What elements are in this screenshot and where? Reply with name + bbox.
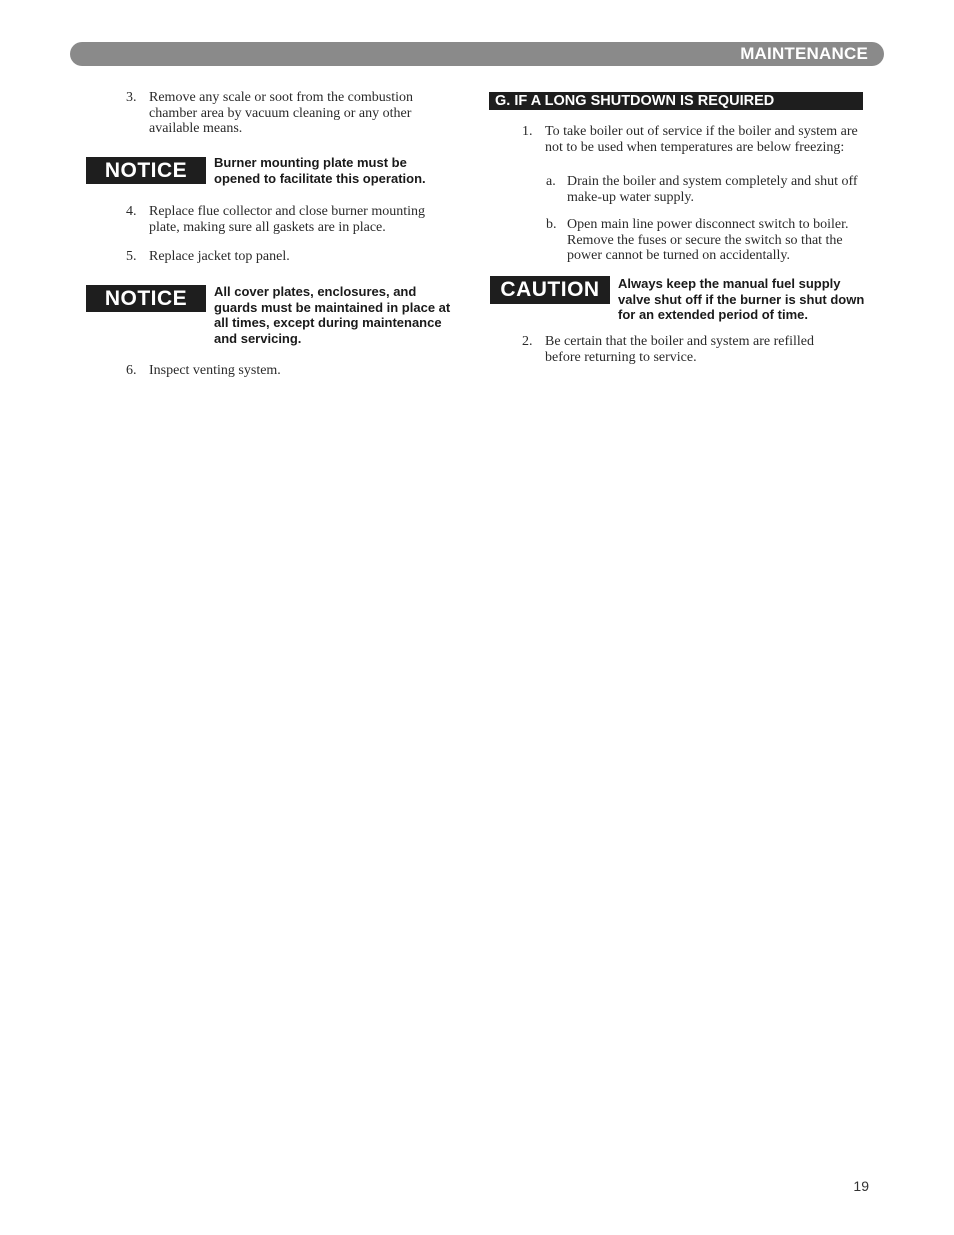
list-number: 1.: [522, 124, 533, 139]
section-heading: G. IF A LONG SHUTDOWN IS REQUIRED: [489, 92, 863, 110]
list-number: 6.: [126, 363, 137, 378]
caution-label: CAUTION: [490, 276, 610, 304]
list-number: 4.: [126, 204, 137, 219]
list-text: Drain the boiler and system completely and shut off make-up water supply.: [567, 174, 858, 205]
caution-text: Always keep the manual fuel supply valve shut off if the burner is shut down for an extended period of time.: [618, 276, 865, 322]
section-title: MAINTENANCE: [740, 44, 868, 63]
notice-text: All cover plates, enclosures, and guards must be maintained in place at all times, except during maintenance and servicing.: [214, 284, 451, 346]
list-number: 5.: [126, 249, 137, 264]
notice-text: Burner mounting plate must be opened to facilitate this operation.: [214, 155, 426, 186]
list-letter: a.: [546, 174, 556, 189]
list-text: Be certain that the boiler and system are refilled before returning to service.: [545, 334, 815, 365]
list-letter: b.: [546, 217, 557, 232]
list-text: To take boiler out of service if the boiler and system are not to be used when temperatures are below freezing:: [545, 124, 858, 155]
notice-label: NOTICE: [86, 285, 206, 312]
list-number: 3.: [126, 90, 137, 105]
list-text: Replace jacket top panel.: [149, 249, 290, 264]
page-number: 19: [853, 1178, 869, 1194]
notice-label: NOTICE: [86, 157, 206, 184]
list-text: Replace flue collector and close burner mounting plate, making sure all gaskets are in place.: [149, 204, 426, 235]
list-text: Open main line power disconnect switch to boiler. Remove the fuses or secure the switch so that the power cannot be turned on accidentally.: [567, 217, 849, 264]
list-number: 2.: [522, 334, 533, 349]
list-text: Inspect venting system.: [149, 363, 281, 378]
list-text: Remove any scale or soot from the combustion chamber area by vacuum cleaning or any other available means.: [149, 90, 413, 137]
section-header-bar: [70, 42, 884, 66]
